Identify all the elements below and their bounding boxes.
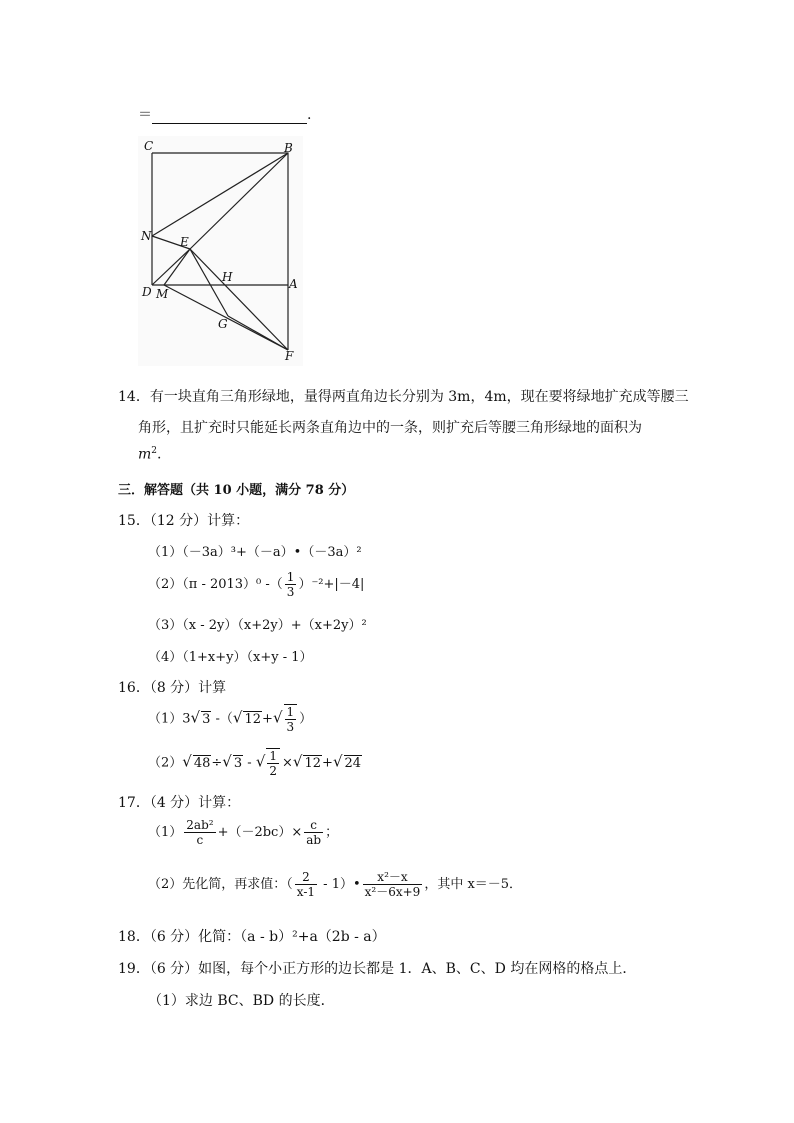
q16-p2-radicand2: 3: [233, 755, 243, 771]
q15-part1: （1）（－3a）³+（－a）•（－3a）²: [148, 545, 362, 560]
q16-p2-radicand1: 48: [193, 755, 211, 771]
answer-blank: [152, 109, 307, 124]
q19-line2: （1）求边 BC、BD 的长度．: [148, 993, 335, 1009]
label-G: G: [218, 317, 228, 331]
label-M: M: [156, 287, 169, 301]
q19-line1: 19．（6 分）如图，每个小正方形的边长都是 1．A、B、C、D 均在网格的格点上．: [118, 961, 637, 977]
answer-suffix: .: [307, 107, 312, 123]
label-B: B: [284, 141, 293, 155]
sqrt-symbol: √: [272, 708, 283, 727]
label-N: N: [141, 229, 152, 243]
sqrt-symbol: √: [232, 708, 243, 727]
q17-p2-prefix: （2）先化简，再求值：（: [148, 877, 293, 892]
q16-p2-times: ×: [282, 755, 293, 771]
sqrt-symbol: √: [255, 752, 266, 771]
q17-part2: [148, 870, 522, 899]
q16-p2-prefix: （2）: [148, 755, 183, 771]
q17-p2-mid: - 1）•: [319, 877, 361, 892]
label-H: H: [222, 270, 233, 284]
label-C: C: [144, 139, 154, 153]
q17-p1-frac1-num: 2ab²: [186, 818, 214, 832]
sqrt-symbol: √: [292, 752, 303, 771]
q16-part2: [148, 748, 362, 778]
q16-p2-div: ÷: [211, 755, 223, 771]
q17-p2-frac1-num: 2: [295, 870, 317, 885]
q14-line2: 角形，且扩充时只能延长两条直角边中的一条，则扩充后等腰三角形绿地的面积为: [138, 420, 642, 436]
section-title: 三．解答题（共 10 小题，满分 78 分）: [118, 483, 355, 498]
q15-part2-fraction: [285, 570, 297, 599]
q16-p1-prefix: （1）3: [148, 711, 191, 727]
q17-part1: [148, 818, 338, 847]
q14-unit: m: [138, 446, 152, 463]
q16-p2-minus: -: [243, 755, 256, 771]
q16-p1-plus: +: [262, 711, 273, 727]
q15-part2-frac-num: 1: [286, 570, 295, 584]
q15-part3: （3）（x - 2y）（x+2y）+（x+2y）²: [148, 618, 367, 633]
geometry-figure: [138, 136, 303, 366]
answer-prefix: ＝: [138, 107, 152, 123]
q16-header: 16．（8 分）计算: [118, 680, 227, 696]
q16-p2-fraction: [266, 748, 280, 778]
answer-line: [138, 104, 311, 124]
q17-p1-fraction1: [184, 818, 215, 847]
q15-part2-suffix: ）⁻²+|－4|: [298, 577, 365, 592]
sqrt-symbol: √: [190, 708, 201, 727]
q14-line1: 14．有一块直角三角形绿地，量得两直角边长分别为 3m，4m，现在要将绿地扩充成等腰三: [118, 389, 689, 405]
q16-p2-frac-den: 2: [269, 764, 278, 778]
q17-p2-frac1-den: x-1: [296, 885, 316, 899]
q16-p1-fraction: [284, 704, 298, 734]
label-D: D: [142, 285, 152, 299]
sqrt-symbol: √: [222, 752, 232, 771]
q17-p1-fraction2: [304, 818, 323, 847]
q17-p2-fraction2: [363, 870, 423, 899]
q17-p2-end: ，其中 x＝－5．: [424, 877, 523, 892]
q16-p2-radicand3: 12: [304, 755, 322, 771]
q17-p2-fraction1: [295, 870, 317, 899]
q16-part1: [148, 704, 312, 734]
sqrt-symbol: √: [332, 752, 343, 771]
q15-part2-frac-den: 3: [286, 585, 295, 599]
q17-header: 17．（4 分）计算：: [118, 795, 241, 811]
q17-p1-frac1-den: c: [196, 833, 204, 847]
q16-p1-end: ）: [299, 711, 313, 727]
q14-line3: [138, 446, 161, 463]
q16-p2-plus: +: [322, 755, 333, 771]
label-F: F: [285, 349, 294, 363]
label-E: E: [180, 235, 189, 249]
label-A: A: [289, 277, 298, 291]
q16-p1-frac-den: 3: [286, 720, 295, 734]
q16-p1-frac-num: 1: [286, 705, 295, 719]
q16-p1-mid: -（: [211, 711, 233, 727]
q16-p1-radicand1: 3: [202, 711, 211, 727]
q14-end: .: [157, 446, 162, 463]
q16-p1-radicand2: 12: [244, 711, 262, 727]
q17-p1-frac2-den: ab: [306, 833, 322, 847]
q16-p2-radicand4: 24: [344, 755, 362, 771]
q14-unit-sup: 2: [151, 446, 158, 456]
q15-part2-prefix: （2）（π - 2013）⁰ -（: [148, 577, 283, 592]
q16-p2-frac-num: 1: [269, 749, 278, 763]
q15-part2: [148, 570, 364, 599]
q17-p2-frac2-den: x²－6x+9: [364, 885, 421, 899]
q15-part4: （4）（1+x+y）（x+y - 1）: [148, 650, 313, 665]
q17-p1-prefix: （1）: [148, 825, 183, 840]
q15-header: 15．（12 分）计算：: [118, 513, 250, 529]
q18-text: 18．（6 分）化简：（a - b）²+a（2b - a）: [118, 929, 386, 945]
q17-p1-mid: +（－2bc）×: [217, 825, 303, 840]
sqrt-symbol: √: [182, 752, 192, 771]
q17-p2-frac2-num: x²－x: [363, 870, 423, 885]
q17-p1-end: ；: [325, 825, 339, 840]
q17-p1-frac2-num: c: [304, 818, 323, 833]
